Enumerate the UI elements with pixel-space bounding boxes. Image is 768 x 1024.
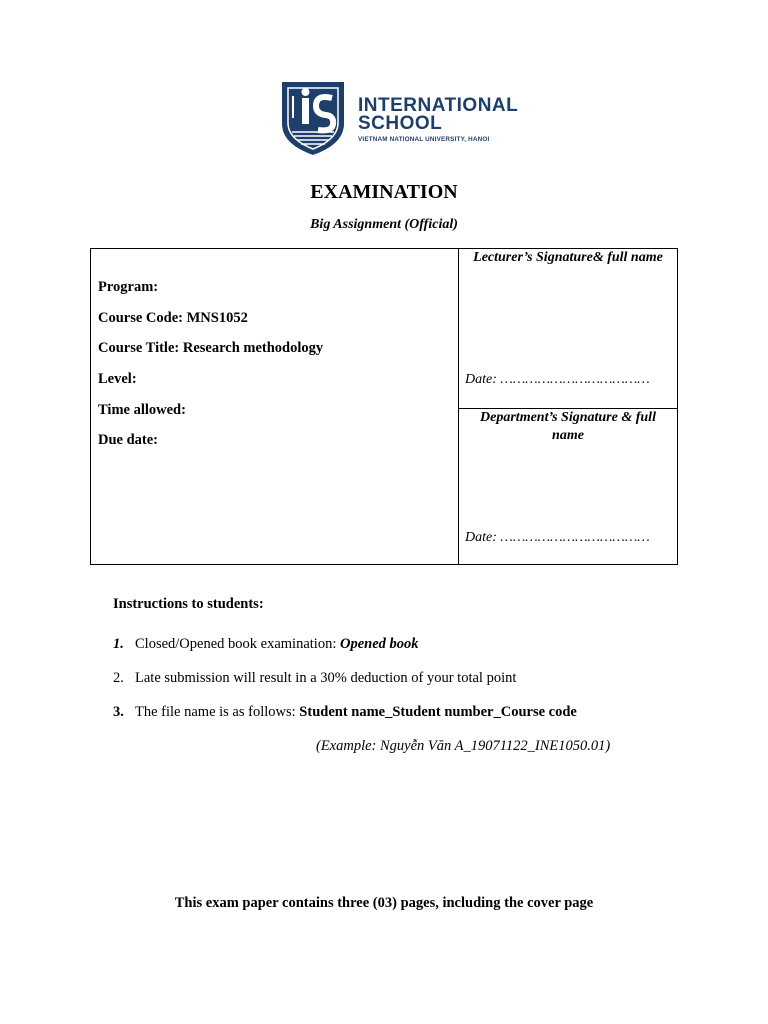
instruction-item-1 (113, 636, 419, 653)
course-details-cell (91, 249, 459, 564)
page-subtitle: Big Assignment (Official) (310, 217, 458, 232)
instruction-number: 2. (113, 670, 124, 686)
shield-logo-icon (280, 80, 348, 156)
instruction-number: 1. (113, 636, 124, 652)
logo-name-line2: SCHOOL (358, 113, 443, 134)
signature-column (459, 249, 677, 564)
instruction-number: 3. (113, 704, 124, 720)
department-signature-cell (459, 409, 677, 564)
instruction-text: Late submission will result in a 30% deduction of your total point (135, 670, 517, 686)
due-date-field: Due date: (98, 432, 159, 448)
course-info-table (90, 248, 678, 565)
department-date: Date: ……………………………… (465, 530, 650, 545)
instruction-emphasis: Student name_Student number_Course code (299, 704, 577, 720)
instruction-item-2 (113, 670, 516, 687)
logo-wordmark (358, 96, 518, 143)
department-signature-label: Department’s Signature & full name (480, 410, 656, 443)
logo-affiliation: VIETNAM NATIONAL UNIVERSITY, HANOI (358, 136, 490, 143)
level-field: Level: (98, 371, 137, 387)
instruction-item-3 (113, 704, 577, 721)
instruction-text: Closed/Opened book examination: (135, 636, 340, 652)
instructions-heading: Instructions to students: (113, 596, 264, 612)
school-logo (280, 80, 519, 156)
page-count-note: This exam paper contains three (03) pages, including the cover page (174, 895, 594, 911)
course-title-field: Course Title: Research methodology (98, 340, 324, 356)
instruction-text: The file name is as follows: (135, 704, 300, 720)
program-field: Program: (98, 279, 159, 295)
lecturer-signature-cell (459, 249, 677, 409)
course-code-field: Course Code: MNS1052 (98, 310, 248, 326)
instruction-emphasis: Opened book (339, 636, 419, 652)
lecturer-date: Date: ……………………………… (465, 372, 650, 387)
page-title: EXAMINATION (310, 181, 458, 203)
time-allowed-field: Time allowed: (98, 402, 186, 418)
filename-example: (Example: Nguyễn Văn A_19071122_INE1050.01) (316, 738, 611, 754)
lecturer-signature-label: Lecturer’s Signature& full name (473, 250, 663, 265)
logo-name-line1: INTERNATIONAL (358, 95, 519, 116)
